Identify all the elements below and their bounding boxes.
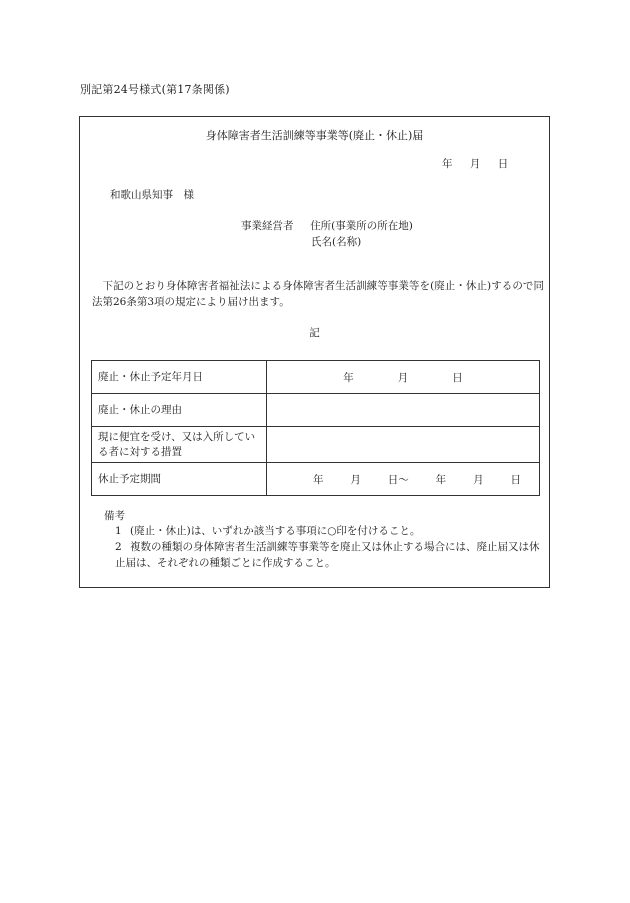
note-item xyxy=(115,523,545,539)
planned-month-label: 月 xyxy=(397,371,409,384)
period-start-day: 日～ xyxy=(387,473,409,486)
addressee: 和歌山県知事 様 xyxy=(110,189,194,201)
reason-field[interactable] xyxy=(267,394,540,427)
operator-block xyxy=(241,218,413,234)
period-end-day: 日 xyxy=(510,473,521,486)
table-row xyxy=(92,427,540,463)
submission-date xyxy=(442,156,508,171)
form-title: 身体障害者生活訓練等事業等(廃止・休止)届 xyxy=(205,129,424,142)
measures-label: 現に便宜を受け、又は入所している者に対する措置 xyxy=(92,427,267,463)
period-start-month: 月 xyxy=(350,473,361,486)
date-day-label: 日 xyxy=(497,158,509,170)
suspension-period-field[interactable] xyxy=(267,463,540,496)
note-text: 複数の種類の身体障害者生活訓練等事業等を廃止又は休止する場合には、廃止届又は休止届は、それぞれの種類ごとに作成すること。 xyxy=(115,541,540,569)
form-reference: 別記第24号様式(第17条関係) xyxy=(80,83,230,96)
note-item xyxy=(115,539,545,571)
reason-label: 廃止・休止の理由 xyxy=(92,394,267,427)
details-table xyxy=(91,360,540,496)
ki-heading: 記 xyxy=(309,327,320,339)
operator-name-label: 氏名(名称) xyxy=(311,236,362,248)
planned-year-label: 年 xyxy=(343,371,354,384)
table-row xyxy=(92,361,540,394)
suspension-period-label: 休止予定期間 xyxy=(92,463,267,496)
date-year-label: 年 xyxy=(442,158,453,170)
planned-date-label: 廃止・休止予定年月日 xyxy=(92,361,267,394)
note-text: (廃止・休止)は、いずれか該当する事項に○印を付けること。 xyxy=(130,525,421,537)
measures-field[interactable] xyxy=(267,427,540,463)
period-end-month: 月 xyxy=(473,473,484,486)
note-number: 1 xyxy=(115,525,122,537)
form-frame xyxy=(79,116,550,588)
period-end-year: 年 xyxy=(435,473,447,486)
notes-heading: 備考 xyxy=(104,510,125,522)
table-row xyxy=(92,394,540,427)
date-month-label: 月 xyxy=(469,158,481,170)
planned-date-field[interactable] xyxy=(267,361,540,394)
period-start-year: 年 xyxy=(313,473,324,486)
body-text: 下記のとおり身体障害者福祉法による身体障害者生活訓練等事業等を(廃止・休止)するので同法第26条第3項の規定により届け出ます。 xyxy=(92,280,544,308)
note-number: 2 xyxy=(115,541,122,553)
planned-day-label: 日 xyxy=(452,371,463,384)
table-row xyxy=(92,463,540,496)
operator-label: 事業経営者 xyxy=(241,220,294,232)
operator-address-label: 住所(事業所の所在地) xyxy=(310,220,413,232)
